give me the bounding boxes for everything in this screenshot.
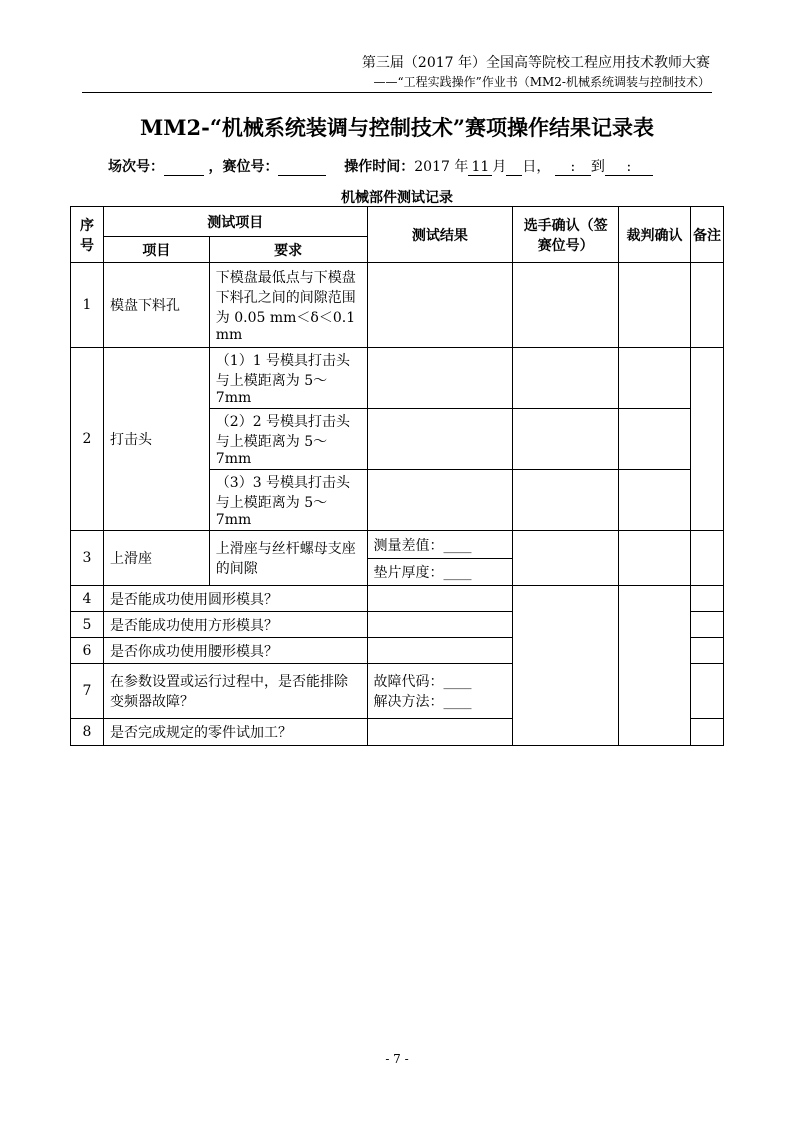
- row-requirement: 下模盘最低点与下模盘下料孔之间的间隙范围为 0.05 mm＜δ＜0.1 mm: [209, 263, 367, 348]
- header-line-2: ——“工程实践操作”作业书（MM2-机械系统调装与控制技术）: [373, 75, 710, 89]
- note-cell[interactable]: [691, 719, 724, 746]
- judge-confirm-cell[interactable]: [619, 409, 691, 470]
- col-seq-header: 序号: [71, 207, 104, 263]
- page-title: MM2-“机械系统装调与控制技术”赛项操作结果记录表: [140, 115, 654, 140]
- header-row: [71, 207, 724, 237]
- row-seq: 6: [71, 638, 104, 664]
- solution-line: 解决方法：____: [373, 694, 472, 710]
- note-cell[interactable]: [691, 263, 724, 348]
- player-confirm-cell[interactable]: [513, 586, 619, 746]
- row-item: 是否能成功使用圆形模具？: [103, 586, 367, 612]
- row-seq: 5: [71, 612, 104, 638]
- session-field[interactable]: [164, 159, 204, 176]
- row-item: 在参数设置或运行过程中，是否能排除变频器故障？: [103, 664, 367, 719]
- test-record-table: [70, 206, 724, 746]
- header-line-1: 第三届（2017 年）全国高等院校工程应用技术教师大赛: [361, 55, 710, 71]
- player-confirm-cell[interactable]: [513, 263, 619, 348]
- col-result-header: 测试结果: [367, 207, 513, 263]
- row-item: 是否完成规定的零件试加工？: [103, 719, 367, 746]
- time-sep: :: [626, 159, 632, 175]
- table-row: [71, 348, 724, 409]
- row-item: 是否能成功使用方形模具？: [103, 612, 367, 638]
- result-cell[interactable]: [367, 719, 513, 746]
- row-seq: 7: [71, 664, 104, 719]
- record-meta: [108, 156, 653, 176]
- col-judge-confirm-header: 裁判确认: [619, 207, 691, 263]
- player-confirm-cell[interactable]: [513, 409, 619, 470]
- fault-code-line: 故障代码：____: [373, 674, 472, 690]
- year-text: 2017 年: [414, 159, 469, 175]
- time-sep: :: [570, 159, 576, 175]
- row-seq: 2: [71, 348, 104, 531]
- col-item-header: 项目: [103, 237, 209, 263]
- page-number: - 7 -: [385, 1052, 409, 1066]
- player-confirm-cell[interactable]: [513, 531, 619, 586]
- note-cell[interactable]: [691, 664, 724, 719]
- header-rule: [82, 92, 712, 93]
- end-time-field[interactable]: [605, 159, 653, 176]
- row-requirement: （1）1 号模具打击头与上模距离为 5～7mm: [209, 348, 367, 409]
- note-cell[interactable]: [691, 348, 724, 531]
- table-caption: 机械部件测试记录: [341, 190, 453, 206]
- result-cell[interactable]: [367, 612, 513, 638]
- to-text: 到: [590, 159, 605, 175]
- seat-label: ，赛位号：: [208, 159, 279, 175]
- session-label: 场次号：: [108, 159, 164, 175]
- table-row: [71, 586, 724, 612]
- result-cell[interactable]: [367, 409, 513, 470]
- shim-thickness-cell[interactable]: 垫片厚度：____: [367, 559, 513, 586]
- row-requirement: （3）3 号模具打击头与上模距离为 5～7mm: [209, 470, 367, 531]
- month-field[interactable]: 11: [468, 159, 492, 176]
- row-requirement: 上滑座与丝杆螺母支座的间隙: [209, 531, 367, 586]
- day-field[interactable]: [506, 159, 522, 176]
- result-cell[interactable]: [367, 638, 513, 664]
- note-cell[interactable]: [691, 638, 724, 664]
- player-confirm-cell[interactable]: [513, 348, 619, 409]
- col-requirement-header: 要求: [209, 237, 367, 263]
- note-cell[interactable]: [691, 586, 724, 612]
- player-confirm-cell[interactable]: [513, 470, 619, 531]
- row-seq: 8: [71, 719, 104, 746]
- row-item: 模盘下料孔: [103, 263, 209, 348]
- day-unit: 日，: [522, 159, 551, 175]
- row-seq: 1: [71, 263, 104, 348]
- table-row: [71, 531, 724, 559]
- judge-confirm-cell[interactable]: [619, 470, 691, 531]
- month-unit: 月: [492, 159, 507, 175]
- row-item: 是否你成功使用腰形模具？: [103, 638, 367, 664]
- judge-confirm-cell[interactable]: [619, 263, 691, 348]
- judge-confirm-cell[interactable]: [619, 586, 691, 746]
- note-cell[interactable]: [691, 531, 724, 586]
- judge-confirm-cell[interactable]: [619, 348, 691, 409]
- seat-field[interactable]: [278, 159, 326, 176]
- row-seq: 3: [71, 531, 104, 586]
- col-player-confirm-header: 选手确认（签赛位号）: [513, 207, 619, 263]
- row-seq: 4: [71, 586, 104, 612]
- time-label: 操作时间：: [344, 159, 415, 175]
- fault-result-cell[interactable]: [367, 664, 513, 719]
- row-item: 打击头: [103, 348, 209, 531]
- col-note-header: 备注: [691, 207, 724, 263]
- start-time-field[interactable]: [555, 159, 591, 176]
- col-test-item-header: 测试项目: [103, 207, 367, 237]
- result-cell[interactable]: [367, 263, 513, 348]
- measure-diff-cell[interactable]: 测量差值：____: [367, 531, 513, 559]
- table-row: [71, 263, 724, 348]
- note-cell[interactable]: [691, 612, 724, 638]
- row-requirement: （2）2 号模具打击头与上模距离为 5～7mm: [209, 409, 367, 470]
- result-cell[interactable]: [367, 348, 513, 409]
- result-cell[interactable]: [367, 470, 513, 531]
- row-item: 上滑座: [103, 531, 209, 586]
- result-cell[interactable]: [367, 586, 513, 612]
- judge-confirm-cell[interactable]: [619, 531, 691, 586]
